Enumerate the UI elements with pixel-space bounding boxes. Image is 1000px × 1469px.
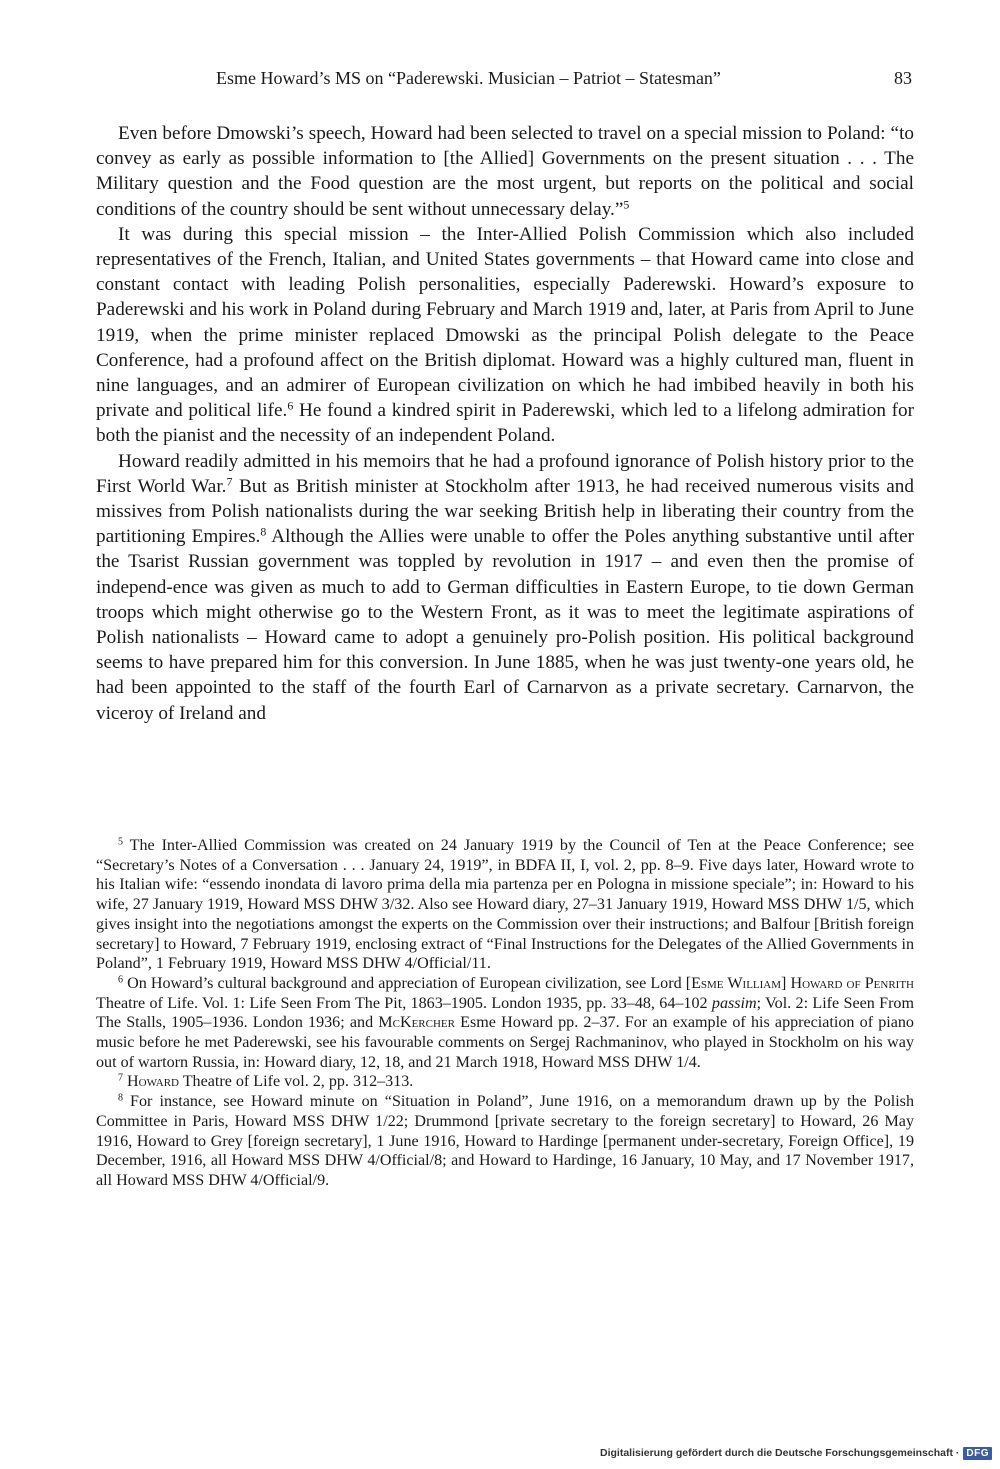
footnote-8-number: 8 [118,1092,123,1104]
footnote-ref-7: 7 [226,474,233,489]
footnote-8 [96,1092,914,1191]
digitization-credit [600,1445,992,1461]
credit-text: Digitalisierung gefördert durch die Deutsche Forschungsgemeinschaft · [600,1447,960,1459]
paragraph-2 [96,222,914,449]
footnote-6-text-d: Esme Howard pp. 2–37. For an example of his appreciation of piano music before he met Paderewski, see his favourable comments on Sergej Rachmaninov, who played in Stockholm on his way out of wartorn Russia, in: Howard diary, 12, 18, and 21 March 1918, Howard MSS DHW 1/4. [96,1014,914,1071]
footnotes [96,836,914,1191]
footnote-ref-5: 5 [623,197,630,212]
footnote-6-author-2: McKercher [378,1014,455,1032]
footnote-6-passim: passim [711,994,757,1012]
running-title: Esme Howard’s MS on “Paderewski. Musician – Patriot – Statesman” [216,68,721,88]
paragraph-3-text-c: Although the Allies were unable to offer the Poles anything substantive until after the Tsarist Russian government was toppled by revolution in 1917 – and even then the promise of independ-ence was given as much to add to German difficulties in Eastern Europe, to tie down German troops which might otherwise go to the Western Front, as it was to meet the legitimate aspirations of Polish nationalists – Howard came to adopt a genuinely pro-Polish position. His political background seems to have prepared him for this conversion. In June 1885, when he was just twenty-one years old, he had been appointed to the staff of the fourth Earl of Carnarvon as a private secretary. Carnarvon, the viceroy of Ireland and [96,526,914,724]
footnote-ref-6: 6 [287,398,294,413]
footnote-5-number: 5 [118,836,123,848]
footnote-7-number: 7 [118,1072,123,1084]
paragraph-3-text-a: Howard readily admitted in his memoirs that he had a profound ignorance of Polish history prior to the First World War. [96,450,914,497]
footnote-6-text-c: ; Vol. 2: Life Seen From The Stalls, 1905–1936. London 1936; and [96,994,914,1032]
running-header [96,68,912,94]
paragraph-2-text-b: He found a kindred spirit in Paderewski, which led to a lifelong admiration for both the pianist and the necessity of an independent Poland. [96,400,914,447]
footnote-6-text-b: Theatre of Life. Vol. 1: Life Seen From The Pit, 1863–1905. London 1935, pp. 33–48, 64–102 [96,994,712,1012]
paragraph-3-text-b: But as British minister at Stockholm after 1913, he had received numerous visits and missives from Polish nationalists during the war seeking British help in liberating their country from the partitioning Empires. [96,475,914,548]
footnote-7-author: Howard [127,1073,179,1091]
footnote-6-text-a: On Howard’s cultural background and appreciation of European civilization, see Lord [ [122,974,692,992]
page-number: 83 [894,68,912,88]
main-text [96,121,914,726]
footnote-6 [96,974,914,1073]
paragraph-1 [96,121,914,222]
paragraph-3 [96,449,914,726]
footnote-5 [96,836,914,974]
footnote-7-text: Theatre of Life vol. 2, pp. 312–313. [178,1073,414,1091]
footnote-7 [96,1072,914,1092]
footnote-8-text: For instance, see Howard minute on “Situation in Poland”, June 1916, on a memorandum drawn up by the Polish Committee in Paris, Howard MSS DHW 1/22; Drummond [private secretary to the foreign secretary] to Howard, 26 May 1916, Howard to Grey [foreign secretary], 1 June 1916, Howard to Hardinge [permanent under-secretary, Foreign Office], 19 December, 1916, all Howard MSS DHW 4/Official/8; and Howard to Hardinge, 16 January, 10 May, and 17 November 1917, all Howard MSS DHW 4/Official/9. [96,1093,914,1189]
footnote-ref-8: 8 [260,524,267,539]
paragraph-1-text: Even before Dmowski’s speech, Howard had been selected to travel on a special mission to Poland: “to convey as early as possible information to [the Allied] Governments on the present situation . . . The Military question and the Food question are the most urgent, but reports on the political and social conditions of the country should be sent without unnecessary delay.” [96,123,914,220]
paragraph-2-text-a: It was during this special mission – the Inter-Allied Polish Commission which also included representatives of the French, Italian, and United States governments – that Howard came into close and constant contact with leading Polish personalities, especially Paderewski. Howard’s exposure to Paderewski and his work in Poland during February and March 1919 and, later, at Paris from April to June 1919, when the prime minister replaced Dmowski as the principal Polish delegate to the Peace Conference, had a profound affect on the British diplomat. Howard was a highly cultured man, fluent in nine languages, and an admirer of European civilization on which he had imbibed heavily in both his private and political life. [96,223,914,422]
dfg-logo: DFG [963,1447,992,1460]
footnote-5-text: The Inter-Allied Commission was created on 24 January 1919 by the Council of Ten at the Peace Conference; see “Secretary’s Notes of a Conversation . . . January 24, 1919”, in BDFA II, I, vol. 2, pp. 8–9. Five days later, Howard wrote to his Italian wife: “essendo inondata di lavoro prima della mia partenza per en Pologna in missione speciale”; in: Howard to his wife, 27 January 1919, Howard MSS DHW 3/32. Also see Howard diary, 27–31 January 1919, Howard MSS DHW 1/5, which gives insight into the negotiations amongst the experts on the Commission over their instructions; and Balfour [British foreign secretary] to Howard, 7 February 1919, enclosing extract of “Final Instructions for the Delegates of the Allied Governments in Poland”, 1 February 1919, Howard MSS DHW 4/Official/11. [96,837,914,973]
footnote-6-author: Esme William] Howard of Penrith [691,974,914,992]
footnote-6-number: 6 [118,974,123,986]
